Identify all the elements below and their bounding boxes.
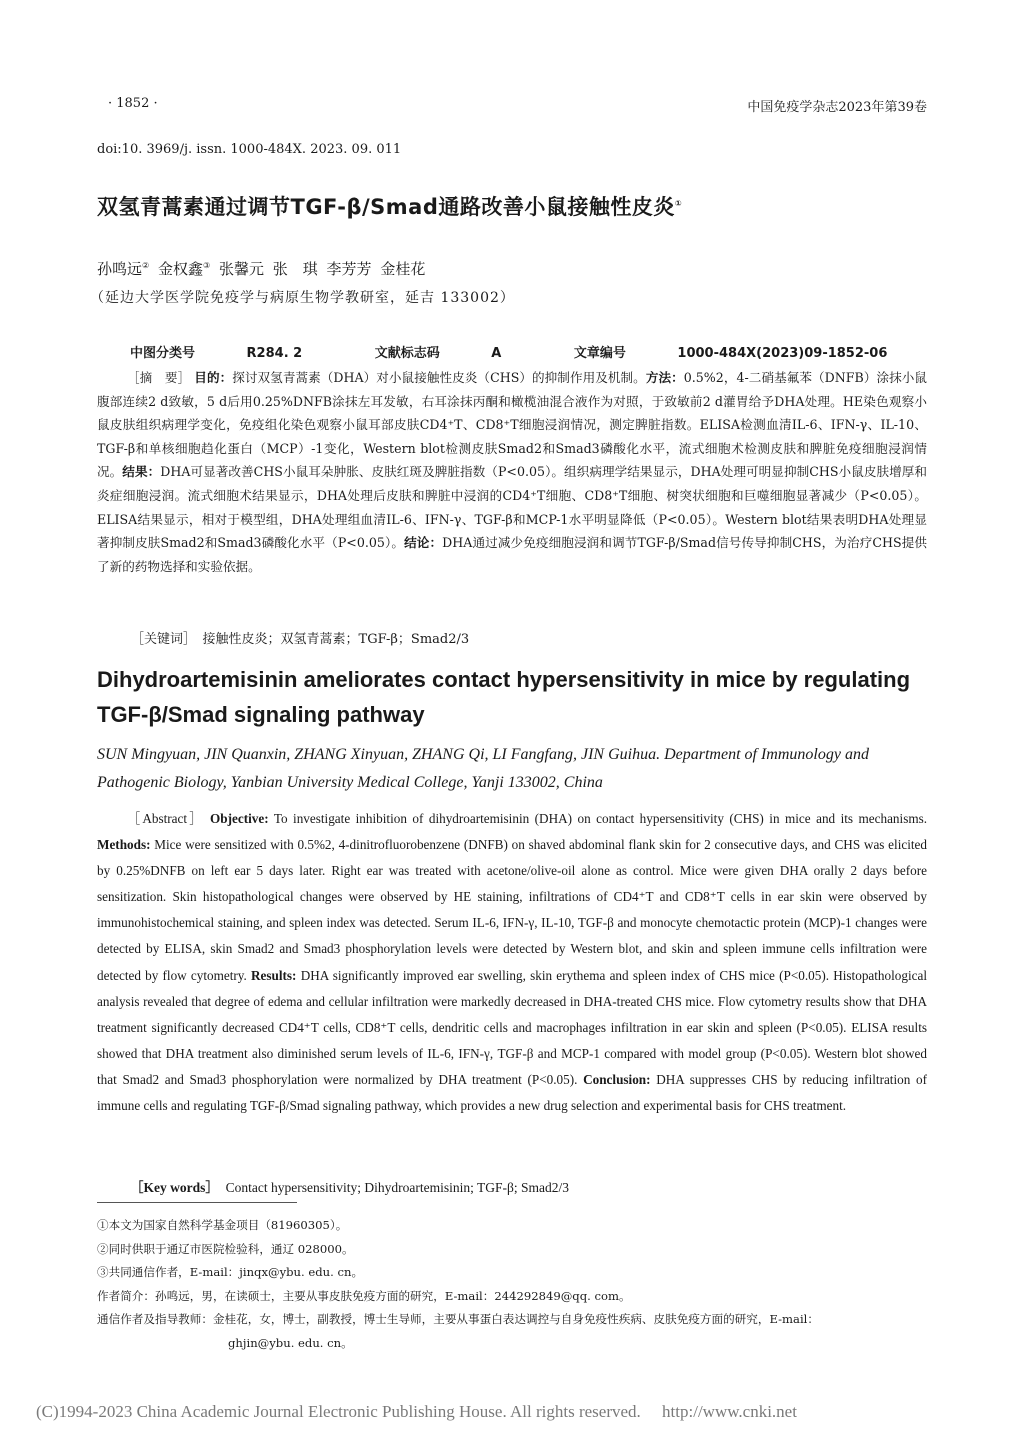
classification-line [130, 342, 955, 361]
results-label: 结果： [122, 464, 161, 480]
author-5: 李芳芳 [326, 260, 372, 278]
chinese-authors [97, 258, 425, 279]
footnote-3: ③共同通信作者，E-mail：jinqx@ybu. edu. cn。 [97, 1265, 364, 1280]
author-1: 孙鸣远② [97, 260, 150, 278]
conclusion-text-en: DHA suppresses CHS by reducing infiltration of immune cells and regulating TGF-β/Smad signaling pathway, which provides a new drug selection and experimental basis for CHS treatment. [97, 1071, 927, 1114]
conclusion-label-en: Conclusion: [583, 1071, 651, 1087]
author-3: 张馨元 [218, 260, 264, 278]
conclusion-text: DHA通过减少免疫细胞浸润和调节TGF-β/Smad信号传导抑制CHS，为治疗CHS提供了新的药物选择和实验依据。 [97, 535, 928, 574]
author-6: 金桂花 [380, 260, 426, 278]
results-text-en: DHA significantly improved ear swelling, skin erythema and spleen index of CHS mice (P<0.05). Histopathological analysis revealed that degree of edema and cellular infiltration were markedly decreased in DHA-treated CHS mice. Flow cytometry results show that DHA treatment significantly decreased CD4⁺T cells, CD8⁺T cells, dendritic cells and macrophages infiltration in ear skin and spleen (P<0.05). ELISA results showed that DHA treatment also diminished serum levels of IL-6, IFN-γ, TGF-β and MCP-1 compared with model group (P<0.05). Western blot showed that Smad2 and Smad3 phosphorylation were normalized by DHA treatment (P<0.05). [97, 967, 927, 1087]
methods-text: 0.5%2，4-二硝基氟苯（DNFB）涂抹小鼠腹部连续2 d致敏，5 d后用0.25%DNFB涂抹左耳发敏，右耳涂抹丙酮和橄榄油混合液作为对照，于致敏前2 d灌胃给予DHA处理。HE染色观察小鼠皮肤组织病理学变化，免疫组化染色观察小鼠耳部皮肤CD4⁺T、CD8⁺T细胞浸润情况，测定脾脏指数。ELISA检测血清IL-6、IFN-γ、IL-10、TGF-β和单核细胞趋化蛋白（MCP）-1变化，Western blot检测皮肤Smad2和Smad3磷酸化水平，流式细胞术检测皮肤和脾脏免疫细胞浸润情况。 [97, 370, 928, 480]
results-label-en: Results: [251, 967, 297, 983]
footnote-2: ②同时供职于通辽市医院检验科，通辽 028000。 [97, 1241, 354, 1256]
abstract-label-en: ［Abstract］ [127, 811, 205, 826]
keywords-label-en: ［Key words］ [130, 1180, 213, 1195]
title-footnote-mark: ① [674, 199, 683, 208]
methods-label-en: Methods: [97, 837, 151, 853]
objective-label: 目的： [194, 370, 233, 385]
doi[interactable]: doi:10. 3969/j. issn. 1000-484X. 2023. 09. 011 [97, 142, 402, 157]
english-abstract [97, 806, 927, 1119]
footnote-1: ①本文为国家自然科学基金项目（81960305）。 [97, 1218, 348, 1232]
keywords-label: ［关键词］ [131, 632, 190, 647]
results-text: DHA可显著改善CHS小鼠耳朵肿胀、皮肤红斑及脾脏指数（P<0.05）。组织病理学结果显示，DHA处理可明显抑制CHS小鼠皮肤增厚和炎症细胞浸润。流式细胞术结果显示，DHA处理后皮肤和脾脏中浸润的CD4⁺T细胞、CD8⁺T细胞、树突状细胞和巨噬细胞显著减少（P<0.05）。ELISA结果显示，相对于模型组，DHA处理组血清IL-6、IFN-γ、TGF-β和MCP-1水平明显降低（P<0.05）。Western blot结果表明DHA处理显著抑制皮肤Smad2和Smad3磷酸化水平（P<0.05）。 [97, 464, 928, 551]
methods-label: 方法： [645, 370, 684, 385]
chinese-keywords [131, 628, 469, 647]
objective-text-en: To investigate inhibition of dihydroartemisinin (DHA) on contact hypersensitivity (CHS) in mice and its mechanisms. [273, 811, 928, 826]
article-no-item: 文章编号 1000-484X(2023)09-1852-06 [573, 346, 888, 361]
copyright-notice: (C)1994-2023 China Academic Journal Electronic Publishing House. All rights reserved. http://www.cnki.net [36, 1402, 797, 1421]
clc-item: 中图分类号 R284. 2 [130, 346, 303, 361]
english-authors: SUN Mingyuan, JIN Quanxin, ZHANG Xinyuan, ZHANG Qi, LI Fangfang, JIN Guihua. Department of Immunology and Pathogenic Biology, Yanbian University Medical College, Yanji 133002, China [97, 746, 869, 791]
english-title: Dihydroartemisinin ameliorates contact hypersensitivity in mice by regulating TGF-β/Smad signaling pathway [97, 667, 911, 727]
author-4: 张 琪 [272, 260, 318, 278]
objective-text: 探讨双氢青蒿素（DHA）对小鼠接触性皮炎（CHS）的抑制作用及机制。 [232, 370, 646, 385]
page-number: · 1852 · [108, 96, 158, 111]
chinese-abstract [97, 366, 927, 578]
corresponding-email: ghjin@ybu. edu. cn。 [228, 1335, 353, 1350]
keywords-text-en: Contact hypersensitivity; Dihydroartemisinin; TGF-β; Smad2/3 [225, 1180, 569, 1195]
corresponding-author: 通信作者及指导教师：金桂花，女，博士，副教授，博士生导师，主要从事蛋白表达调控与自身免疫性疾病、皮肤免疫方面的研究，E-mail： [97, 1312, 819, 1327]
author-bio: 作者简介：孙鸣远，男，在读硕士，主要从事皮肤免疫方面的研究，E-mail：244292849@qq. com。 [97, 1288, 631, 1303]
chinese-affiliation: （延边大学医学院免疫学与病原生物学教研室，延吉 133002） [90, 290, 515, 306]
conclusion-label: 结论： [404, 535, 443, 551]
objective-label-en: Objective: [210, 811, 269, 826]
chinese-title-text: 双氢青蒿素通过调节TGF-β/Smad通路改善小鼠接触性皮炎 [97, 195, 675, 219]
abstract-label: ［摘 要］ [127, 370, 191, 385]
english-keywords [130, 1176, 569, 1196]
author-2: 金权鑫③ [157, 260, 211, 278]
keywords-text: 接触性皮炎；双氢青蒿素；TGF-β；Smad2/3 [202, 632, 470, 647]
chinese-title [97, 191, 682, 221]
footnote-divider [97, 1202, 297, 1203]
methods-text-en: Mice were sensitized with 0.5%2, 4-dinitrofluorobenzene (DNFB) on shaved abdominal flank skin for 2 consecutive days, and CHS was elicited by 0.25%DNFB on left ear 5 days later. Right ear was treated with acetone/olive-oil alone as control. Mice were given DHA orally 2 days before sensitization. Skin histopathological changes were observed by HE staining, infiltrations of CD4⁺T and CD8⁺T cells in ear skin were observed by immunohistochemical staining, and spleen index was detected. Serum IL-6, IFN-γ, IL-10, TGF-β and monocyte chemotactic protein (MCP)-1 changes were detected by ELISA, skin Smad2 and Smad3 phosphorylation levels were detected by Western blot, and skin and spleen immune cells infiltration were detected by flow cytometry. [97, 837, 927, 983]
footnotes [97, 1214, 932, 1356]
doc-code-item: 文献标志码 A [374, 346, 502, 361]
journal-header: 中国免疫学杂志2023年第39卷 [747, 100, 927, 115]
